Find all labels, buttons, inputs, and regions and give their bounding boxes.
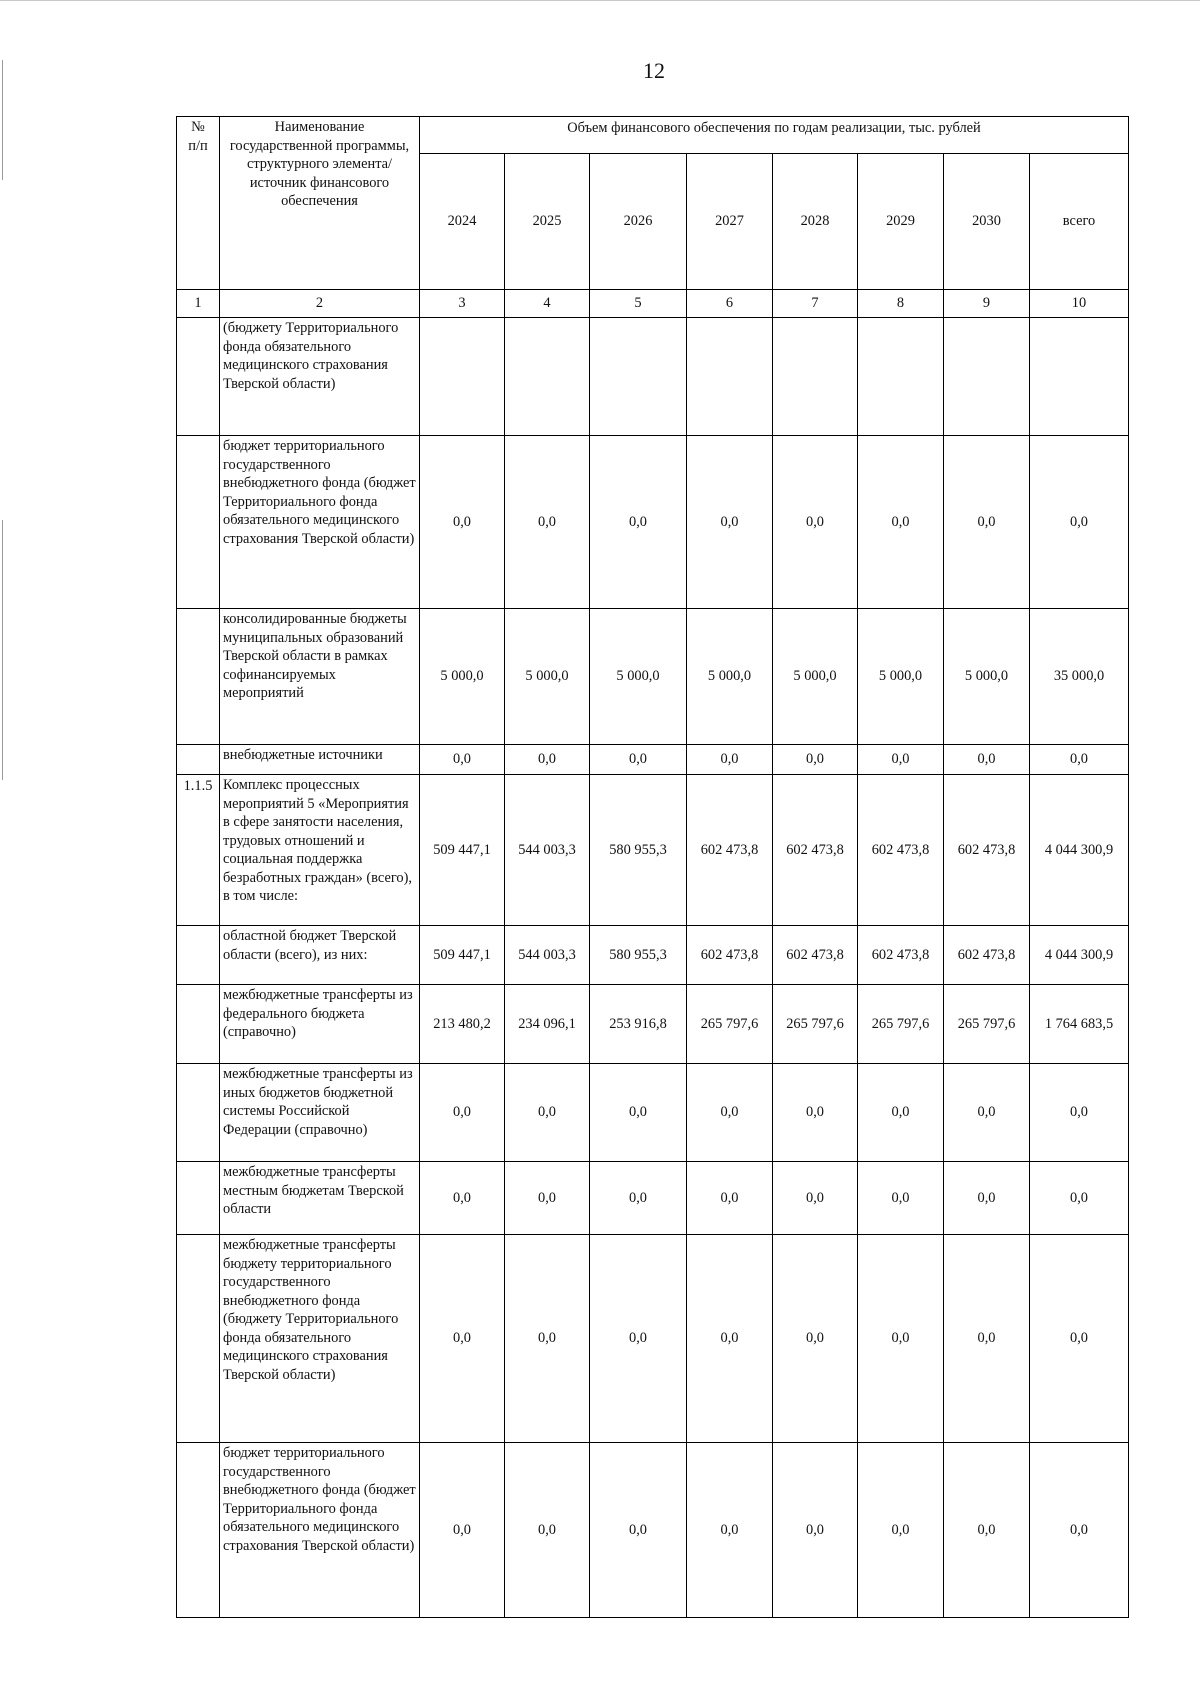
value-cell <box>505 318 590 436</box>
value-cell: 5 000,0 <box>944 609 1030 745</box>
value-cell: 509 447,1 <box>420 926 505 985</box>
value-cell: 0,0 <box>1030 1064 1129 1162</box>
value-cell: 0,0 <box>944 745 1030 775</box>
column-number-cell: 10 <box>1030 290 1129 318</box>
value-cell: 0,0 <box>1030 745 1129 775</box>
value-cell: 0,0 <box>773 745 858 775</box>
table-row <box>177 318 1129 436</box>
value-cell: 0,0 <box>858 1064 944 1162</box>
value-cell: 0,0 <box>858 1235 944 1443</box>
value-cell: 253 916,8 <box>590 985 687 1064</box>
value-cell: 0,0 <box>590 1064 687 1162</box>
row-number-cell <box>177 609 220 745</box>
column-number-cell: 8 <box>858 290 944 318</box>
value-cell: 602 473,8 <box>944 926 1030 985</box>
value-cell: 0,0 <box>687 1443 773 1618</box>
value-cell: 5 000,0 <box>505 609 590 745</box>
table-row <box>177 775 1129 926</box>
value-cell <box>1030 318 1129 436</box>
value-cell: 0,0 <box>590 1235 687 1443</box>
value-cell: 0,0 <box>420 1443 505 1618</box>
value-cell: 0,0 <box>773 436 858 609</box>
header-year-cell: 2029 <box>858 154 944 290</box>
value-cell: 0,0 <box>687 436 773 609</box>
value-cell: 0,0 <box>687 745 773 775</box>
value-cell: 35 000,0 <box>1030 609 1129 745</box>
table-row <box>177 1162 1129 1235</box>
value-cell: 0,0 <box>858 745 944 775</box>
value-cell: 0,0 <box>420 1235 505 1443</box>
value-cell: 5 000,0 <box>773 609 858 745</box>
value-cell: 0,0 <box>687 1235 773 1443</box>
value-cell: 0,0 <box>773 1235 858 1443</box>
value-cell <box>590 318 687 436</box>
header-name-cell: Наименование государственной программы, структурного элемента/источник финансового обеспечения <box>220 117 420 290</box>
value-cell: 580 955,3 <box>590 926 687 985</box>
row-name-cell: межбюджетные трансферты из иных бюджетов бюджетной системы Российской Федерации (справочно) <box>220 1064 420 1162</box>
scan-margin-mark <box>2 520 3 780</box>
value-cell: 580 955,3 <box>590 775 687 926</box>
value-cell: 5 000,0 <box>687 609 773 745</box>
value-cell: 0,0 <box>1030 1235 1129 1443</box>
row-number-cell <box>177 1162 220 1235</box>
value-cell: 0,0 <box>1030 436 1129 609</box>
value-cell: 4 044 300,9 <box>1030 926 1129 985</box>
value-cell: 0,0 <box>590 1162 687 1235</box>
value-cell: 602 473,8 <box>944 775 1030 926</box>
row-name-cell: межбюджетные трансферты из федерального бюджета (справочно) <box>220 985 420 1064</box>
value-cell: 0,0 <box>505 745 590 775</box>
value-cell: 0,0 <box>773 1162 858 1235</box>
column-number-cell: 2 <box>220 290 420 318</box>
header-num-cell: № п/п <box>177 117 220 290</box>
row-number-cell <box>177 745 220 775</box>
table-row <box>177 1443 1129 1618</box>
value-cell: 0,0 <box>505 1162 590 1235</box>
row-name-cell: (бюджету Территориального фонда обязательного медицинского страхования Тверской области) <box>220 318 420 436</box>
row-name-cell: Комплекс процессных мероприятий 5 «Мероприятия в сфере занятости населения, трудовых отношений и социальная поддержка безработных граждан» (всего), в том числе: <box>220 775 420 926</box>
value-cell: 265 797,6 <box>858 985 944 1064</box>
value-cell: 265 797,6 <box>773 985 858 1064</box>
column-number-cell: 7 <box>773 290 858 318</box>
value-cell: 602 473,8 <box>687 926 773 985</box>
value-cell: 0,0 <box>505 436 590 609</box>
column-number-cell: 5 <box>590 290 687 318</box>
value-cell: 1 764 683,5 <box>1030 985 1129 1064</box>
value-cell: 544 003,3 <box>505 926 590 985</box>
row-number-cell <box>177 1443 220 1618</box>
table-row <box>177 1064 1129 1162</box>
row-number-cell <box>177 436 220 609</box>
value-cell: 0,0 <box>1030 1443 1129 1618</box>
value-cell: 0,0 <box>1030 1162 1129 1235</box>
value-cell: 0,0 <box>944 436 1030 609</box>
table-row <box>177 985 1129 1064</box>
value-cell <box>858 318 944 436</box>
value-cell: 0,0 <box>687 1064 773 1162</box>
row-number-cell <box>177 1064 220 1162</box>
row-name-cell: бюджет территориального государственного внебюджетного фонда (бюджет Территориального фонда обязательного медицинского страхования Тверской области) <box>220 1443 420 1618</box>
value-cell: 602 473,8 <box>858 775 944 926</box>
row-number-cell <box>177 985 220 1064</box>
value-cell: 0,0 <box>505 1235 590 1443</box>
value-cell: 234 096,1 <box>505 985 590 1064</box>
column-numbers-row <box>177 290 1129 318</box>
row-name-cell: межбюджетные трансферты бюджету территориального государственного внебюджетного фонда (бюджету Территориального фонда обязательного медицинского страхования Тверской области) <box>220 1235 420 1443</box>
header-year-cell: 2027 <box>687 154 773 290</box>
scan-edge-line <box>0 0 1200 1</box>
value-cell: 0,0 <box>590 436 687 609</box>
value-cell: 0,0 <box>420 745 505 775</box>
value-cell: 265 797,6 <box>944 985 1030 1064</box>
header-group-cell: Объем финансового обеспечения по годам реализации, тыс. рублей <box>420 117 1129 154</box>
row-number-cell: 1.1.5 <box>177 775 220 926</box>
value-cell: 5 000,0 <box>590 609 687 745</box>
column-number-cell: 1 <box>177 290 220 318</box>
value-cell: 602 473,8 <box>687 775 773 926</box>
row-name-cell: консолидированные бюджеты муниципальных образований Тверской области в рамках софинансируемых мероприятий <box>220 609 420 745</box>
row-number-cell <box>177 318 220 436</box>
row-name-cell: внебюджетные источники <box>220 745 420 775</box>
value-cell: 0,0 <box>505 1443 590 1618</box>
value-cell: 602 473,8 <box>773 926 858 985</box>
column-number-cell: 4 <box>505 290 590 318</box>
value-cell: 0,0 <box>944 1064 1030 1162</box>
row-number-cell <box>177 926 220 985</box>
column-number-cell: 9 <box>944 290 1030 318</box>
table-row <box>177 926 1129 985</box>
value-cell: 0,0 <box>944 1235 1030 1443</box>
value-cell: 0,0 <box>420 1162 505 1235</box>
column-number-cell: 6 <box>687 290 773 318</box>
value-cell <box>773 318 858 436</box>
page-number: 12 <box>643 58 665 83</box>
value-cell: 0,0 <box>505 1064 590 1162</box>
value-cell: 0,0 <box>590 745 687 775</box>
header-year-cell: 2028 <box>773 154 858 290</box>
value-cell: 0,0 <box>858 436 944 609</box>
value-cell: 5 000,0 <box>858 609 944 745</box>
value-cell: 5 000,0 <box>420 609 505 745</box>
header-year-cell: всего <box>1030 154 1129 290</box>
table-row <box>177 745 1129 775</box>
value-cell: 4 044 300,9 <box>1030 775 1129 926</box>
value-cell <box>687 318 773 436</box>
header-year-cell: 2025 <box>505 154 590 290</box>
value-cell: 0,0 <box>773 1443 858 1618</box>
table-row <box>177 609 1129 745</box>
row-number-cell <box>177 1235 220 1443</box>
value-cell: 0,0 <box>944 1162 1030 1235</box>
value-cell <box>944 318 1030 436</box>
value-cell <box>420 318 505 436</box>
value-cell: 0,0 <box>944 1443 1030 1618</box>
header-row <box>177 117 1129 154</box>
header-year-cell: 2026 <box>590 154 687 290</box>
row-name-cell: областной бюджет Тверской области (всего), из них: <box>220 926 420 985</box>
table-row <box>177 1235 1129 1443</box>
row-name-cell: бюджет территориального государственного внебюджетного фонда (бюджет Территориального фонда обязательного медицинского страхования Тверской области) <box>220 436 420 609</box>
value-cell: 602 473,8 <box>858 926 944 985</box>
value-cell: 509 447,1 <box>420 775 505 926</box>
column-number-cell: 3 <box>420 290 505 318</box>
value-cell: 0,0 <box>590 1443 687 1618</box>
value-cell: 0,0 <box>420 1064 505 1162</box>
header-year-cell: 2030 <box>944 154 1030 290</box>
header-year-cell: 2024 <box>420 154 505 290</box>
value-cell: 544 003,3 <box>505 775 590 926</box>
value-cell: 0,0 <box>858 1443 944 1618</box>
table-row <box>177 436 1129 609</box>
value-cell: 213 480,2 <box>420 985 505 1064</box>
row-name-cell: межбюджетные трансферты местным бюджетам Тверской области <box>220 1162 420 1235</box>
value-cell: 0,0 <box>773 1064 858 1162</box>
value-cell: 602 473,8 <box>773 775 858 926</box>
value-cell: 265 797,6 <box>687 985 773 1064</box>
financing-table <box>176 116 1129 1618</box>
value-cell: 0,0 <box>687 1162 773 1235</box>
value-cell: 0,0 <box>858 1162 944 1235</box>
value-cell: 0,0 <box>420 436 505 609</box>
